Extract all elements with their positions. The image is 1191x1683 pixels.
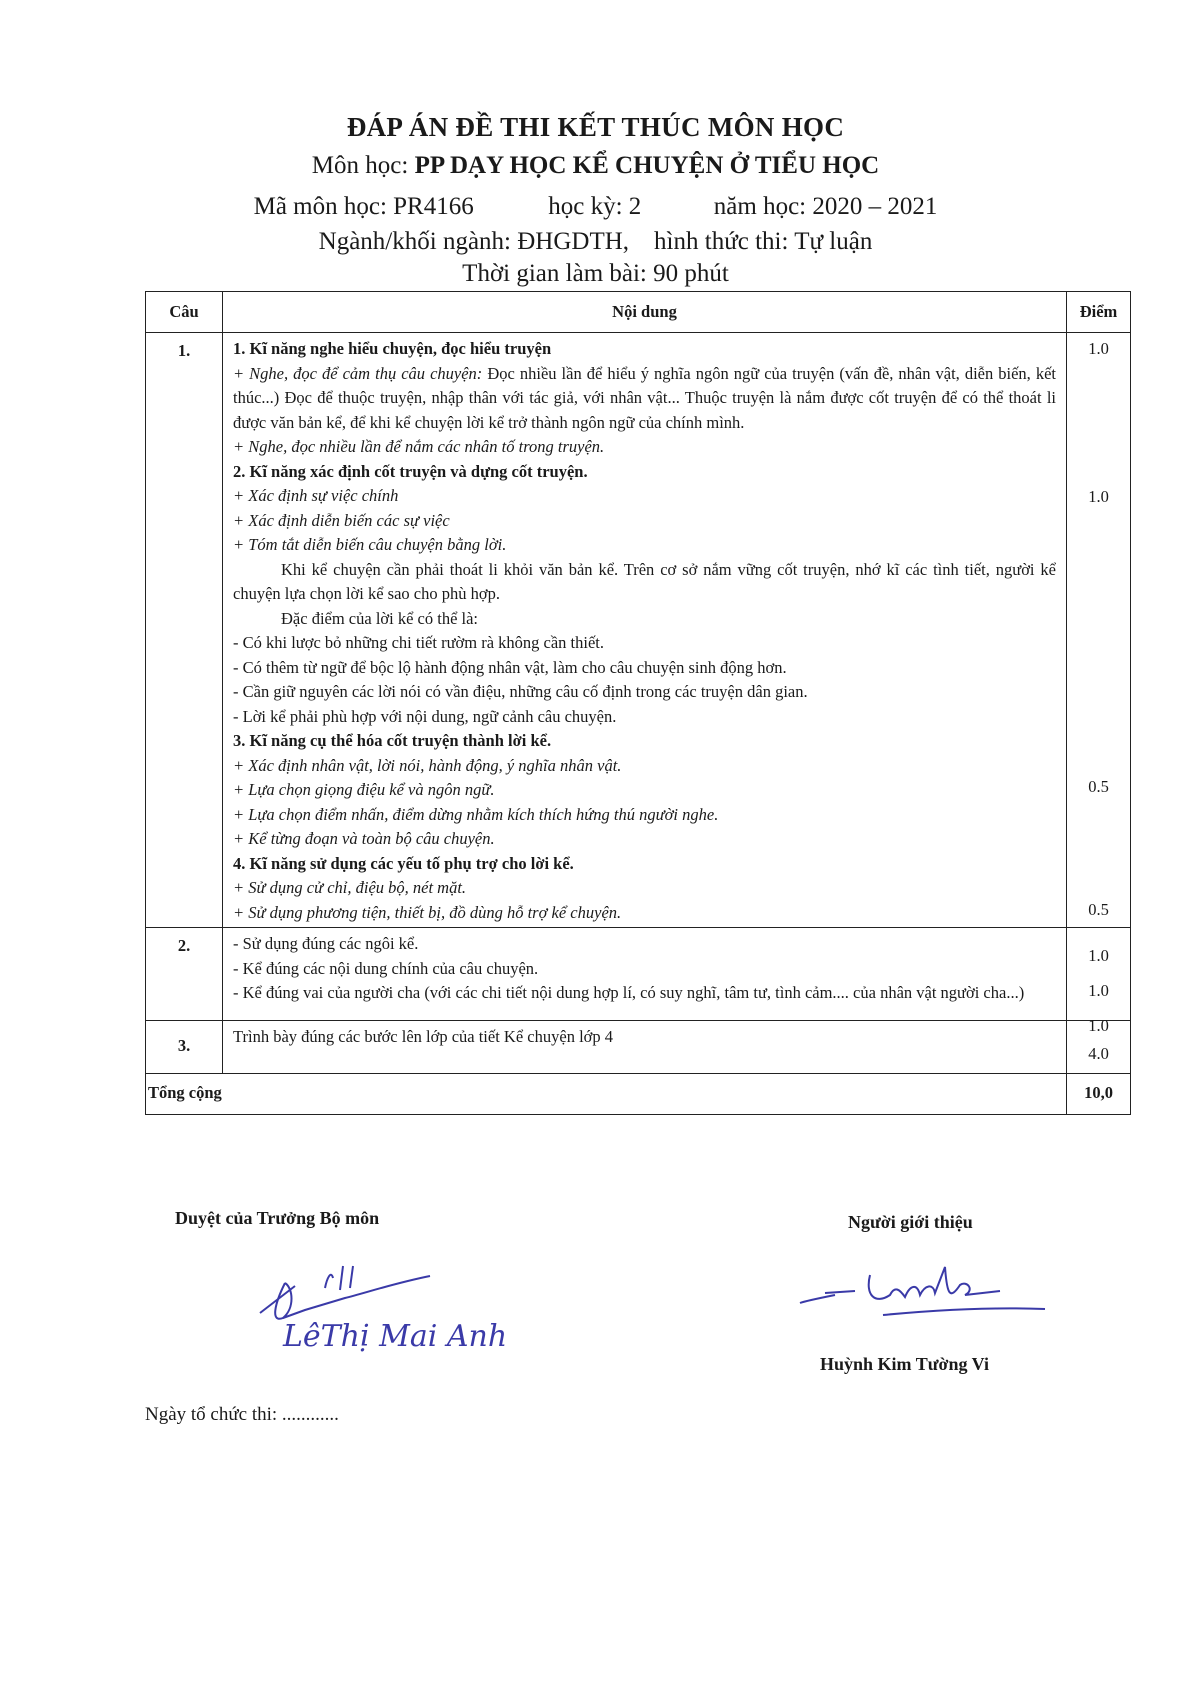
question-content bbox=[223, 1020, 1067, 1073]
content-line: - Kể đúng các nội dung chính của câu chuyện. bbox=[233, 958, 539, 978]
course-info-line bbox=[0, 193, 1191, 221]
left-signature bbox=[255, 1248, 515, 1358]
table-row-q3 bbox=[146, 1020, 1131, 1073]
header-cau: Câu bbox=[146, 292, 223, 333]
score-value: 0.5 bbox=[1088, 777, 1109, 796]
content-line: - Có khi lược bỏ những chi tiết rườm rà không cần thiết. bbox=[233, 633, 605, 652]
score-cell bbox=[1067, 928, 1131, 1035]
question-number: 2. bbox=[146, 928, 223, 1021]
left-signature-text: LêThị Mai Anh bbox=[283, 1319, 508, 1354]
right-signature bbox=[795, 1255, 1055, 1335]
semester: học kỳ: 2 bbox=[548, 193, 642, 220]
table-row-q1 bbox=[146, 333, 1131, 928]
content-text: Đọc nhiều lần để hiểu ý nghĩa ngôn ngữ của truyện (vấn đề, nhân vật, diễn biến, kết thúc...) Đọc để thuộc truyện, nhập thân với tác giả, với nhân vật... Thuộc truyện là nắm được cốt truyện để có thể thoát li được văn bản kể, để khi kể chuyện lời kể trở thành ngôn ngữ của chính mình. bbox=[233, 363, 1056, 432]
content-line: + Lựa chọn điểm nhấn, điểm dừng nhằm kích thích hứng thú người nghe. bbox=[233, 804, 719, 824]
question-content bbox=[223, 333, 1067, 928]
content-line: - Sử dụng đúng các ngôi kể. bbox=[233, 934, 419, 953]
content-line: + Xác định diễn biến các sự việc bbox=[233, 510, 450, 530]
header-noi-dung: Nội dung bbox=[223, 292, 1067, 333]
subject-label: Môn học: bbox=[311, 152, 409, 179]
question-number: 1. bbox=[146, 333, 223, 928]
score-cell bbox=[1067, 333, 1131, 928]
course-code: Mã môn học: PR4166 bbox=[253, 193, 474, 220]
content-line: + Xác định sự việc chính bbox=[233, 486, 399, 505]
content-line: - Cần giữ nguyên các lời nói có vần điệu, những câu cố định trong các truyện dân gian. bbox=[233, 682, 808, 701]
score-value: 4.0 bbox=[1067, 1020, 1131, 1073]
header-diem: Điểm bbox=[1067, 292, 1131, 333]
score-value: 1.0 bbox=[1088, 339, 1109, 358]
score-value: 1.0 bbox=[1088, 981, 1109, 1000]
question-content bbox=[223, 928, 1067, 1021]
content-line: + Sử dụng phương tiện, thiết bị, đồ dùng hỗ trợ kể chuyện. bbox=[233, 902, 622, 922]
content-line: + Xác định nhân vật, lời nói, hành động, ý nghĩa nhân vật. bbox=[233, 755, 622, 775]
document-title: ĐÁP ÁN ĐỀ THI KẾT THÚC MÔN HỌC bbox=[346, 112, 845, 142]
skill-heading: 3. Kĩ năng cụ thể hóa cốt truyện thành lời kể. bbox=[233, 731, 552, 750]
content-line: Trình bày đúng các bước lên lớp của tiết Kể chuyện lớp 4 bbox=[233, 1026, 613, 1046]
content-line: + Nghe, đọc nhiều lần để nắm các nhân tố trong truyện. bbox=[233, 437, 605, 456]
score-value: 1.0 bbox=[1088, 1016, 1109, 1035]
exam-type: hình thức thi: Tự luận bbox=[654, 228, 873, 255]
subject-name: PP DẠY HỌC KỂ CHUYỆN Ở TIỂU HỌC bbox=[414, 152, 880, 179]
total-label: Tổng cộng bbox=[146, 1073, 1067, 1114]
skill-heading: 2. Kĩ năng xác định cốt truyện và dựng cốt truyện. bbox=[233, 461, 588, 481]
exam-date: Ngày tổ chức thi: ............ bbox=[145, 1404, 339, 1425]
content-line: - Lời kể phải phù hợp với nội dung, ngữ cảnh câu chuyện. bbox=[233, 706, 617, 726]
question-number: 3. bbox=[146, 1020, 223, 1073]
right-signature-title: Người giới thiệu bbox=[848, 1212, 973, 1232]
content-line bbox=[233, 362, 1056, 436]
content-line: + Kể từng đoạn và toàn bộ câu chuyện. bbox=[233, 829, 495, 848]
left-signature-title: Duyệt của Trưởng Bộ môn bbox=[175, 1208, 380, 1228]
content-line: + Tóm tắt diễn biến câu chuyện bằng lời. bbox=[233, 535, 507, 554]
answer-table bbox=[145, 291, 1131, 1115]
content-line: + Lựa chọn giọng điệu kể và ngôn ngữ. bbox=[233, 780, 495, 799]
major: Ngành/khối ngành: ĐHGDTH, bbox=[318, 228, 630, 255]
content-paragraph: Đặc điểm của lời kể có thể là: bbox=[281, 608, 479, 628]
score-value: 1.0 bbox=[1088, 487, 1109, 506]
score-value: 0.5 bbox=[1088, 900, 1109, 919]
skill-heading: 1. Kĩ năng nghe hiểu chuyện, đọc hiểu truyện bbox=[233, 339, 552, 358]
exam-duration: Thời gian làm bài: 90 phút bbox=[462, 260, 729, 287]
content-paragraph: Khi kể chuyện cần phải thoát li khỏi văn bản kể. Trên cơ sở nắm vững cốt truyện, nhớ kĩ các tình tiết, người kể chuyện lựa chọn lời kể sao cho phù hợp. bbox=[233, 559, 1056, 603]
content-line: + Sử dụng cử chỉ, điệu bộ, nét mặt. bbox=[233, 878, 467, 897]
major-line bbox=[0, 228, 1191, 256]
content-line: - Kể đúng vai của người cha (với các chi tiết nội dung hợp lí, có suy nghĩ, tâm tư, tình cảm.... của nhân vật người cha...) bbox=[233, 983, 1025, 1002]
school-year: năm học: 2020 – 2021 bbox=[713, 193, 938, 220]
skill-heading: 4. Kĩ năng sử dụng các yếu tố phụ trợ cho lời kể. bbox=[233, 853, 574, 873]
total-score: 10,0 bbox=[1067, 1073, 1131, 1114]
right-signer-name: Huỳnh Kim Tường Vi bbox=[820, 1354, 989, 1374]
table-header-row bbox=[146, 292, 1131, 333]
table-row-q2 bbox=[146, 928, 1131, 1021]
score-value: 1.0 bbox=[1088, 946, 1109, 965]
subject-line bbox=[0, 152, 1191, 180]
content-italic: + Nghe, đọc để cảm thụ câu chuyện: bbox=[233, 363, 483, 383]
content-line: - Có thêm từ ngữ để bộc lộ hành động nhân vật, làm cho câu chuyện sinh động hơn. bbox=[233, 657, 787, 677]
table-total-row bbox=[146, 1073, 1131, 1114]
